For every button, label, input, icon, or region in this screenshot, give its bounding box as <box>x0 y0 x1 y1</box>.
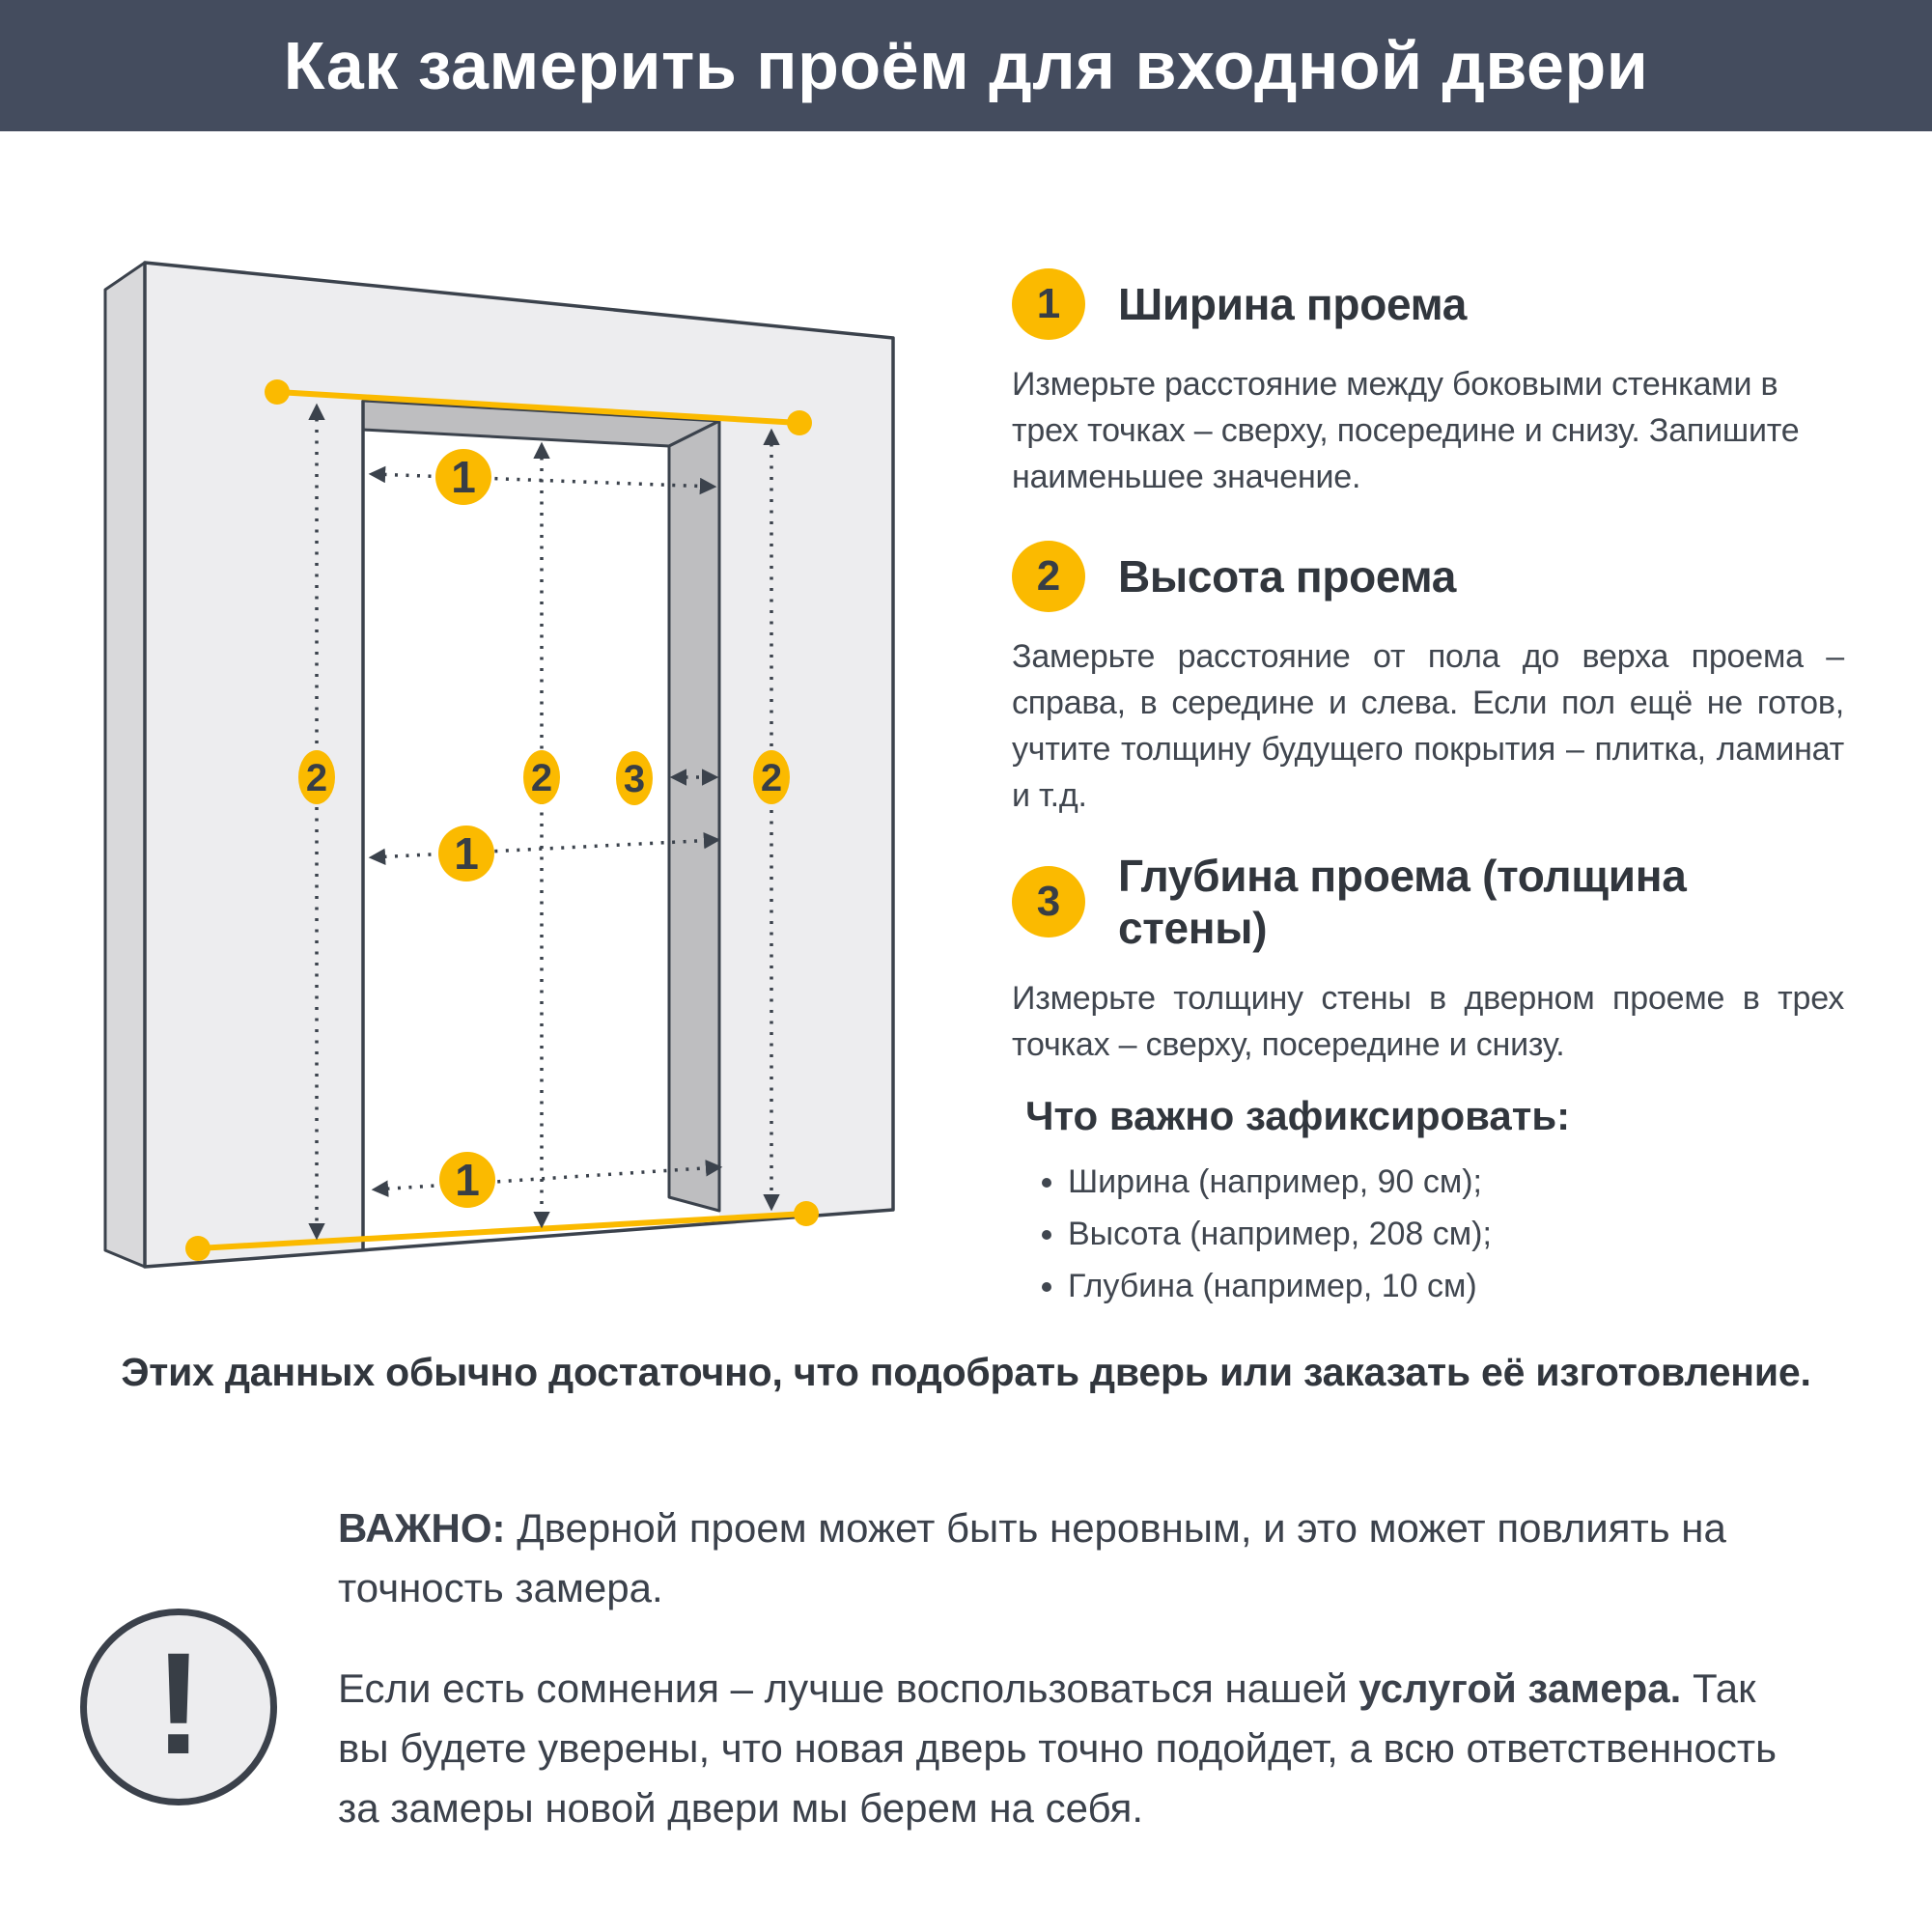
depth-badge <box>616 751 653 805</box>
svg-text:1: 1 <box>455 1155 480 1205</box>
warning-paragraph-1 <box>338 1498 1815 1618</box>
section-height <box>1012 541 1844 819</box>
section-depth <box>1012 850 1844 1068</box>
page-title: Как замерить проём для входной двери <box>283 28 1649 103</box>
list-item: • Глубина (например, 10 см) <box>1068 1265 1844 1308</box>
section-height-header <box>1012 541 1844 612</box>
svg-text:1: 1 <box>454 828 479 879</box>
header-band <box>0 0 1932 131</box>
warning-paragraph-2 <box>338 1659 1815 1838</box>
svg-text:2: 2 <box>530 757 553 799</box>
height-badge-left <box>298 750 335 804</box>
height-badge-right <box>753 750 790 804</box>
list-item: • Ширина (например, 90 см); <box>1068 1161 1844 1204</box>
exclamation-icon <box>80 1609 277 1805</box>
svg-text:1: 1 <box>451 452 476 502</box>
section-height-body: Замерьте расстояние от пола до верха проема – справа, в середине и слева. Если пол ещё не готов, учтите толщину будущего покрытия – плитка, ламинат и т.д. <box>1012 638 1844 814</box>
section-depth-number-badge: 3 <box>1012 866 1085 938</box>
exclamation-glyph: ! <box>154 1622 203 1784</box>
section-width-header <box>1012 268 1844 340</box>
warning-paragraph-1-text: Дверной проем может быть неровным, и это может повлиять на точность замера. <box>338 1505 1726 1610</box>
wall-side-face <box>105 263 145 1267</box>
width-badge-top <box>435 449 491 505</box>
important-checklist-title: Что важно зафиксировать: <box>1025 1093 1571 1138</box>
section-width <box>1012 268 1844 500</box>
svg-text:2: 2 <box>305 757 328 799</box>
important-checklist <box>1025 1093 1844 1317</box>
warning-paragraph-2-pre: Если есть сомнения – лучше воспользоваться нашей <box>338 1665 1359 1711</box>
section-depth-body: Измерьте толщину стены в дверном проеме в трех точках – сверху, посередине и снизу. <box>1012 980 1844 1063</box>
measure-service-label: услугой замера. <box>1358 1665 1682 1711</box>
section-depth-title: Глубина проема (толщина стены) <box>1118 851 1687 953</box>
opening-right-reveal <box>669 421 719 1211</box>
svg-text:2: 2 <box>760 757 783 799</box>
section-width-title: Ширина проема <box>1118 279 1468 329</box>
section-height-title: Высота проема <box>1118 551 1456 602</box>
important-checklist-items <box>1025 1161 1844 1308</box>
width-measure-middle <box>373 840 716 857</box>
summary-statement: Этих данных обычно достаточно, что подобрать дверь или заказать её изготовление. <box>121 1350 1811 1394</box>
warning-text-block <box>338 1498 1815 1838</box>
list-item: • Высота (например, 208 см); <box>1068 1213 1844 1256</box>
section-depth-header <box>1012 850 1844 954</box>
width-badge-middle <box>438 826 494 882</box>
section-height-number-badge: 2 <box>1012 541 1085 612</box>
height-badge-middle <box>523 750 560 804</box>
warning-important-label: ВАЖНО: <box>338 1505 506 1551</box>
door-opening-diagram <box>77 222 946 1303</box>
width-measure-bottom <box>376 1167 718 1189</box>
section-width-number-badge: 1 <box>1012 268 1085 340</box>
width-badge-bottom <box>439 1152 495 1208</box>
svg-text:3: 3 <box>623 758 646 800</box>
warning-paragraph-2-post: Так вы будете уверены, что новая дверь точно подойдет, а всю ответственность за замеры новой двери мы берем на себя. <box>338 1665 1778 1831</box>
door-opening-drawing <box>77 222 946 1303</box>
section-width-body: Измерьте расстояние между боковыми стенками в трех точках – сверху, посередине и снизу. Запишите наименьшее значение. <box>1012 366 1800 495</box>
